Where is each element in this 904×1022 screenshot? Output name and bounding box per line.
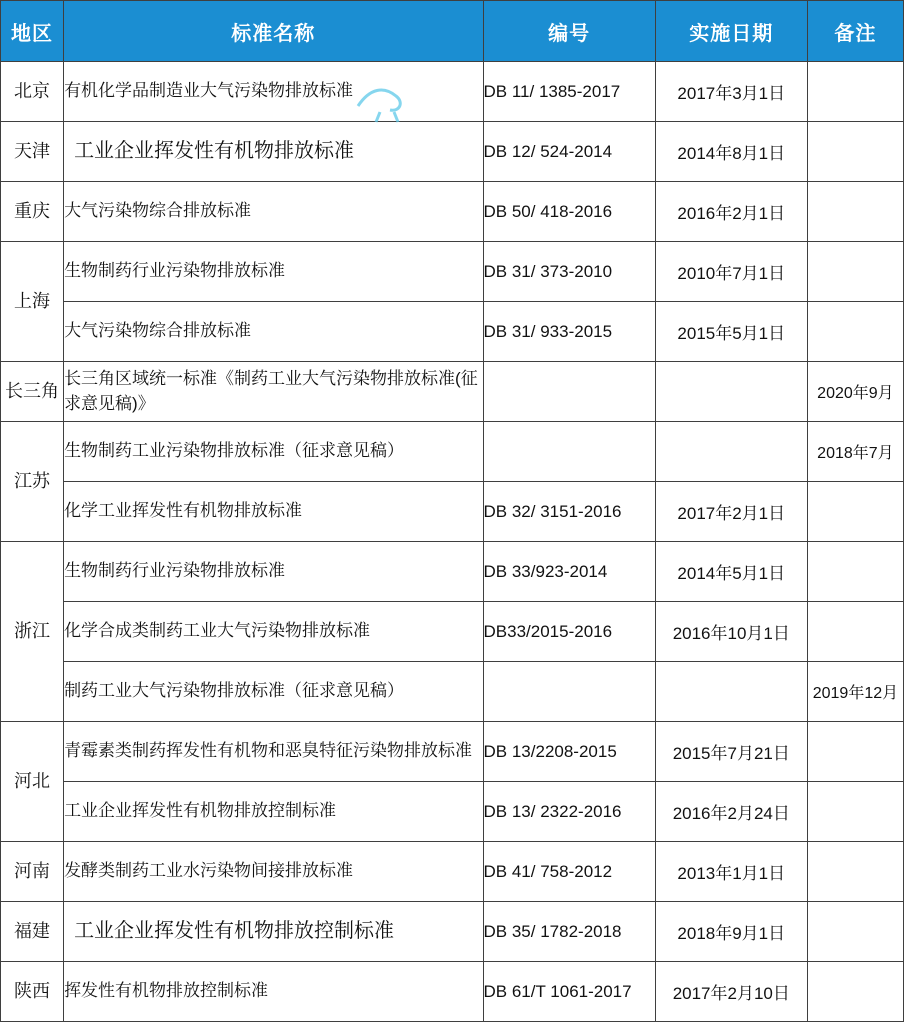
cell-region: 河南 bbox=[1, 842, 64, 902]
cell-standard-name: 挥发性有机物排放控制标准 bbox=[64, 962, 483, 1022]
cell-code bbox=[483, 662, 655, 722]
header-row bbox=[1, 1, 904, 62]
cell-remark bbox=[807, 62, 903, 122]
cell-date: 2014年5月1日 bbox=[655, 542, 807, 602]
cell-date bbox=[655, 662, 807, 722]
table-row bbox=[1, 182, 904, 242]
table-body bbox=[1, 62, 904, 1022]
cell-date: 2016年10月1日 bbox=[655, 602, 807, 662]
cell-remark bbox=[807, 302, 903, 362]
cell-standard-name: 生物制药行业污染物排放标准 bbox=[64, 242, 483, 302]
cell-region: 上海 bbox=[1, 242, 64, 362]
cell-standard-name: 工业企业挥发性有机物排放标准 bbox=[64, 122, 483, 182]
cell-remark bbox=[807, 482, 903, 542]
cell-standard-name: 大气污染物综合排放标准 bbox=[64, 182, 483, 242]
table-row bbox=[1, 722, 904, 782]
cell-code: DB33/2015-2016 bbox=[483, 602, 655, 662]
cell-standard-name: 发酵类制药工业水污染物间接排放标准 bbox=[64, 842, 483, 902]
cell-date: 2016年2月1日 bbox=[655, 182, 807, 242]
table-row bbox=[1, 902, 904, 962]
table-row bbox=[1, 122, 904, 182]
cell-date: 2013年1月1日 bbox=[655, 842, 807, 902]
cell-remark: 2019年12月 bbox=[807, 662, 903, 722]
cell-date: 2017年2月1日 bbox=[655, 482, 807, 542]
col-header-effective-date: 实施日期 bbox=[655, 1, 807, 62]
cell-standard-name: 工业企业挥发性有机物排放控制标准 bbox=[64, 902, 483, 962]
cell-region: 江苏 bbox=[1, 422, 64, 542]
table-row bbox=[1, 482, 904, 542]
cell-remark bbox=[807, 242, 903, 302]
cell-code: DB 12/ 524-2014 bbox=[483, 122, 655, 182]
table-row bbox=[1, 542, 904, 602]
table-row bbox=[1, 602, 904, 662]
cell-remark bbox=[807, 962, 903, 1022]
cell-remark: 2018年7月 bbox=[807, 422, 903, 482]
cell-date: 2017年3月1日 bbox=[655, 62, 807, 122]
cell-standard-name: 大气污染物综合排放标准 bbox=[64, 302, 483, 362]
cell-code: DB 13/2208-2015 bbox=[483, 722, 655, 782]
cell-region: 长三角 bbox=[1, 362, 64, 422]
cell-remark bbox=[807, 182, 903, 242]
cell-remark bbox=[807, 122, 903, 182]
cell-standard-name: 生物制药行业污染物排放标准 bbox=[64, 542, 483, 602]
cell-code bbox=[483, 362, 655, 422]
table-row bbox=[1, 362, 904, 422]
table-row bbox=[1, 842, 904, 902]
cell-region: 浙江 bbox=[1, 542, 64, 722]
cell-remark bbox=[807, 542, 903, 602]
cell-standard-name: 制药工业大气污染物排放标准（征求意见稿） bbox=[64, 662, 483, 722]
col-header-standard-name: 标准名称 bbox=[64, 1, 483, 62]
cell-remark bbox=[807, 722, 903, 782]
cell-date: 2015年7月21日 bbox=[655, 722, 807, 782]
cell-standard-name: 青霉素类制药挥发性有机物和恶臭特征污染物排放标准 bbox=[64, 722, 483, 782]
table-row bbox=[1, 302, 904, 362]
cell-date: 2010年7月1日 bbox=[655, 242, 807, 302]
col-header-remark: 备注 bbox=[807, 1, 903, 62]
cell-code: DB 50/ 418-2016 bbox=[483, 182, 655, 242]
cell-code: DB 61/T 1061-2017 bbox=[483, 962, 655, 1022]
cell-standard-name: 长三角区域统一标准《制药工业大气污染物排放标准(征求意见稿)》 bbox=[64, 362, 483, 422]
cell-remark bbox=[807, 842, 903, 902]
cell-remark bbox=[807, 902, 903, 962]
cell-remark bbox=[807, 602, 903, 662]
cell-standard-name: 工业企业挥发性有机物排放控制标准 bbox=[64, 782, 483, 842]
cell-code: DB 31/ 933-2015 bbox=[483, 302, 655, 362]
table-row bbox=[1, 962, 904, 1022]
cell-code: DB 41/ 758-2012 bbox=[483, 842, 655, 902]
cell-code: DB 35/ 1782-2018 bbox=[483, 902, 655, 962]
col-header-code: 编号 bbox=[483, 1, 655, 62]
cell-region: 北京 bbox=[1, 62, 64, 122]
cell-date bbox=[655, 422, 807, 482]
cell-code: DB 32/ 3151-2016 bbox=[483, 482, 655, 542]
cell-region: 河北 bbox=[1, 722, 64, 842]
table-header bbox=[1, 1, 904, 62]
cell-date: 2017年2月10日 bbox=[655, 962, 807, 1022]
cell-remark: 2020年9月 bbox=[807, 362, 903, 422]
cell-standard-name: 化学合成类制药工业大气污染物排放标准 bbox=[64, 602, 483, 662]
table-row bbox=[1, 782, 904, 842]
cell-code: DB 31/ 373-2010 bbox=[483, 242, 655, 302]
cell-region: 福建 bbox=[1, 902, 64, 962]
table-row bbox=[1, 662, 904, 722]
cell-date: 2018年9月1日 bbox=[655, 902, 807, 962]
cell-code bbox=[483, 422, 655, 482]
cell-region: 天津 bbox=[1, 122, 64, 182]
cell-date: 2016年2月24日 bbox=[655, 782, 807, 842]
table-row bbox=[1, 62, 904, 122]
cell-remark bbox=[807, 782, 903, 842]
cell-code: DB 33/923-2014 bbox=[483, 542, 655, 602]
cell-code: DB 11/ 1385-2017 bbox=[483, 62, 655, 122]
cell-standard-name: 化学工业挥发性有机物排放标准 bbox=[64, 482, 483, 542]
cell-standard-name: 生物制药工业污染物排放标准（征求意见稿） bbox=[64, 422, 483, 482]
table-row bbox=[1, 242, 904, 302]
cell-region: 陕西 bbox=[1, 962, 64, 1022]
col-header-region: 地区 bbox=[1, 1, 64, 62]
cell-standard-name: 有机化学品制造业大气污染物排放标准 bbox=[64, 62, 483, 122]
cell-region: 重庆 bbox=[1, 182, 64, 242]
cell-date: 2015年5月1日 bbox=[655, 302, 807, 362]
table-row bbox=[1, 422, 904, 482]
cell-date: 2014年8月1日 bbox=[655, 122, 807, 182]
cell-code: DB 13/ 2322-2016 bbox=[483, 782, 655, 842]
cell-date bbox=[655, 362, 807, 422]
